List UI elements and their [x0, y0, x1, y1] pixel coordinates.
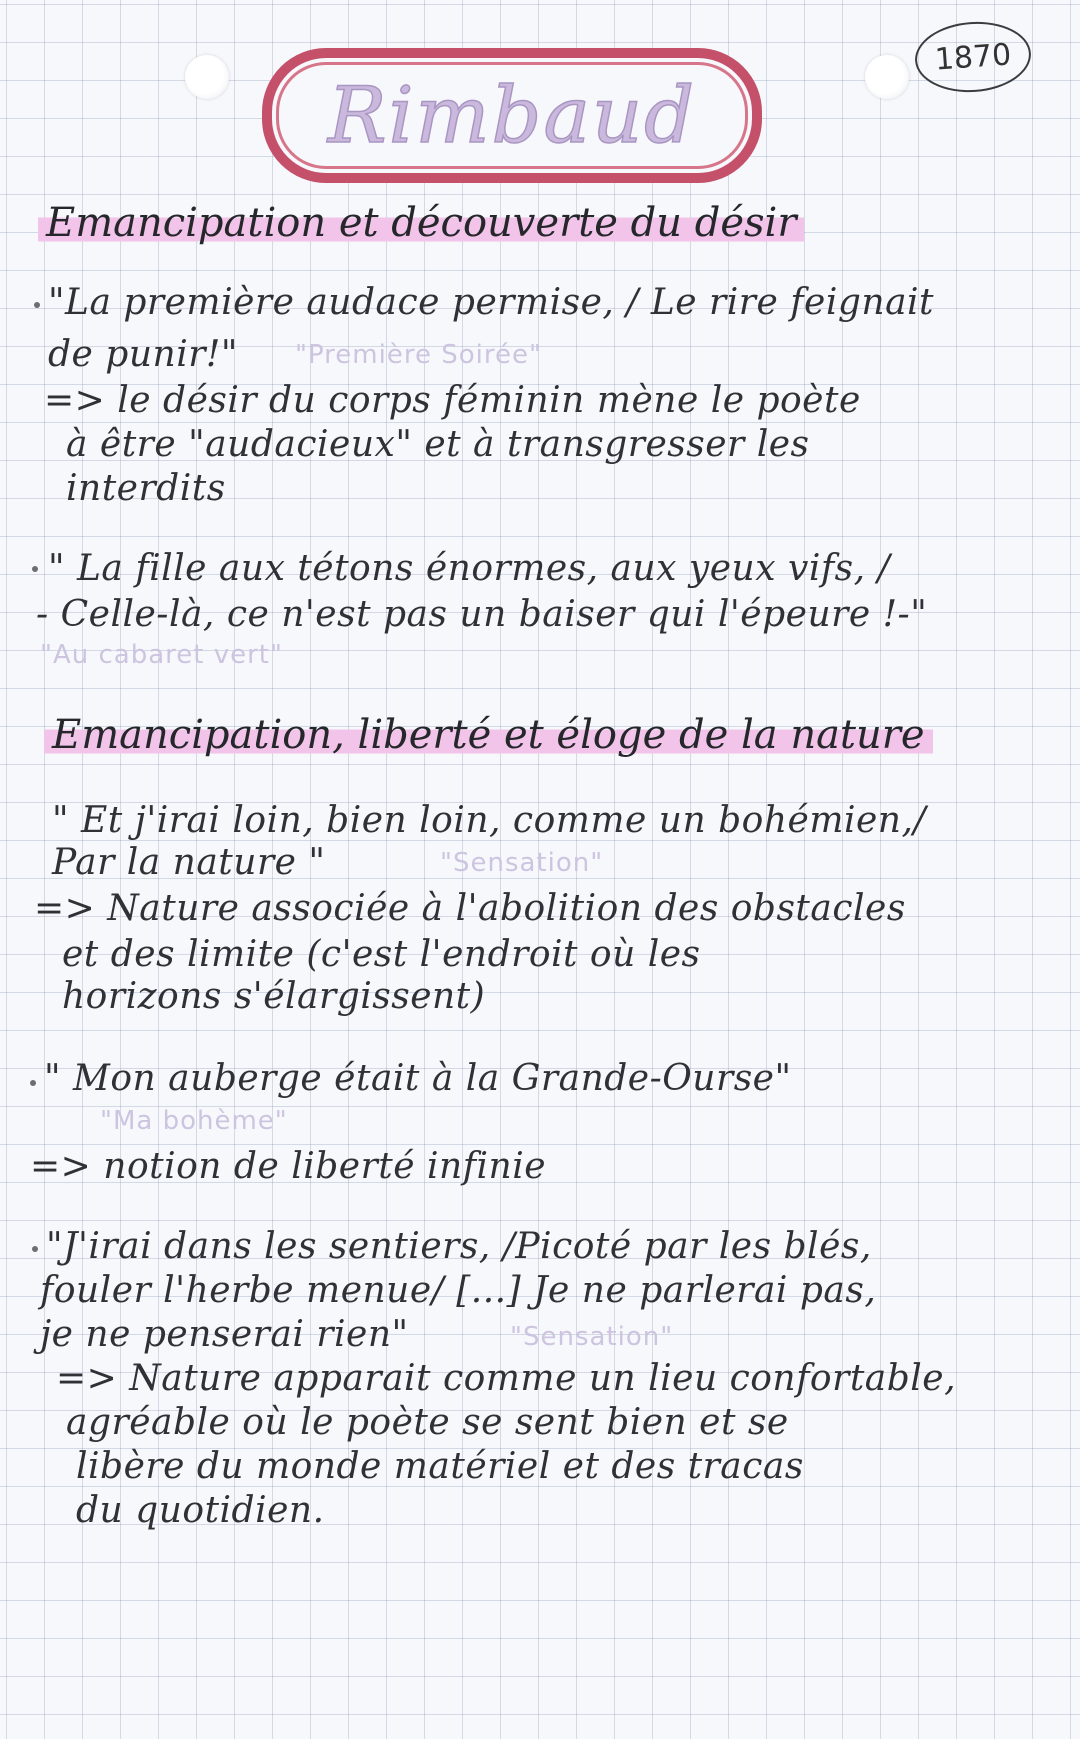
quote-reference: "Sensation"	[440, 848, 604, 878]
year-badge: 1870	[913, 18, 1034, 96]
quote-line: " Mon auberge était à la Grande-Ourse"	[44, 1058, 792, 1099]
quote-reference: "Première Soirée"	[295, 340, 542, 370]
bullet-dot	[32, 566, 38, 572]
title-frame	[262, 48, 762, 183]
quote-line: je ne penserai rien"	[40, 1314, 409, 1355]
quote-line: Par la nature "	[52, 842, 326, 883]
explanation-line: libère du monde matériel et des tracas	[76, 1446, 804, 1487]
bullet-dot	[32, 1246, 38, 1252]
quote-line: " Et j'irai loin, bien loin, comme un bohémien,/	[52, 800, 927, 841]
binder-hole-right	[865, 55, 909, 99]
page-title: Rimbaud	[327, 70, 697, 161]
quote-reference: "Ma bohème"	[100, 1106, 288, 1136]
bullet-dot	[30, 1080, 36, 1086]
explanation-line: => Nature apparait comme un lieu confortable,	[56, 1358, 957, 1399]
explanation-line: => notion de liberté infinie	[30, 1146, 547, 1187]
quote-reference: "Sensation"	[510, 1322, 674, 1352]
explanation-line: => Nature associée à l'abolition des obstacles	[34, 888, 906, 929]
explanation-line: interdits	[66, 468, 226, 509]
explanation-line: agréable où le poète se sent bien et se	[66, 1402, 789, 1443]
explanation-line: et des limite (c'est l'endroit où les	[62, 934, 701, 975]
quote-reference: "Au cabaret vert"	[40, 640, 283, 670]
explanation-line: du quotidien.	[76, 1490, 325, 1531]
quote-line: - Celle-là, ce n'est pas un baiser qui l'épeure !-"	[36, 594, 928, 635]
quote-line: "J'irai dans les sentiers, /Picoté par les blés,	[46, 1226, 872, 1267]
section-heading: Emancipation, liberté et éloge de la nature	[44, 712, 933, 758]
explanation-line: => le désir du corps féminin mène le poète	[44, 380, 861, 421]
quote-line: "La première audace permise, / Le rire feignait	[48, 282, 935, 323]
explanation-line: à être "audacieux" et à transgresser les	[66, 424, 810, 465]
explanation-line: horizons s'élargissent)	[62, 976, 486, 1017]
quote-line: de punir!"	[48, 334, 238, 375]
bullet-dot	[34, 302, 40, 308]
binder-hole-left	[185, 55, 229, 99]
quote-line: " La fille aux tétons énormes, aux yeux vifs, /	[48, 548, 891, 589]
section-heading: Emancipation et découverte du désir	[38, 200, 804, 246]
quote-line: fouler l'herbe menue/ [...] Je ne parlerai pas,	[40, 1270, 877, 1311]
